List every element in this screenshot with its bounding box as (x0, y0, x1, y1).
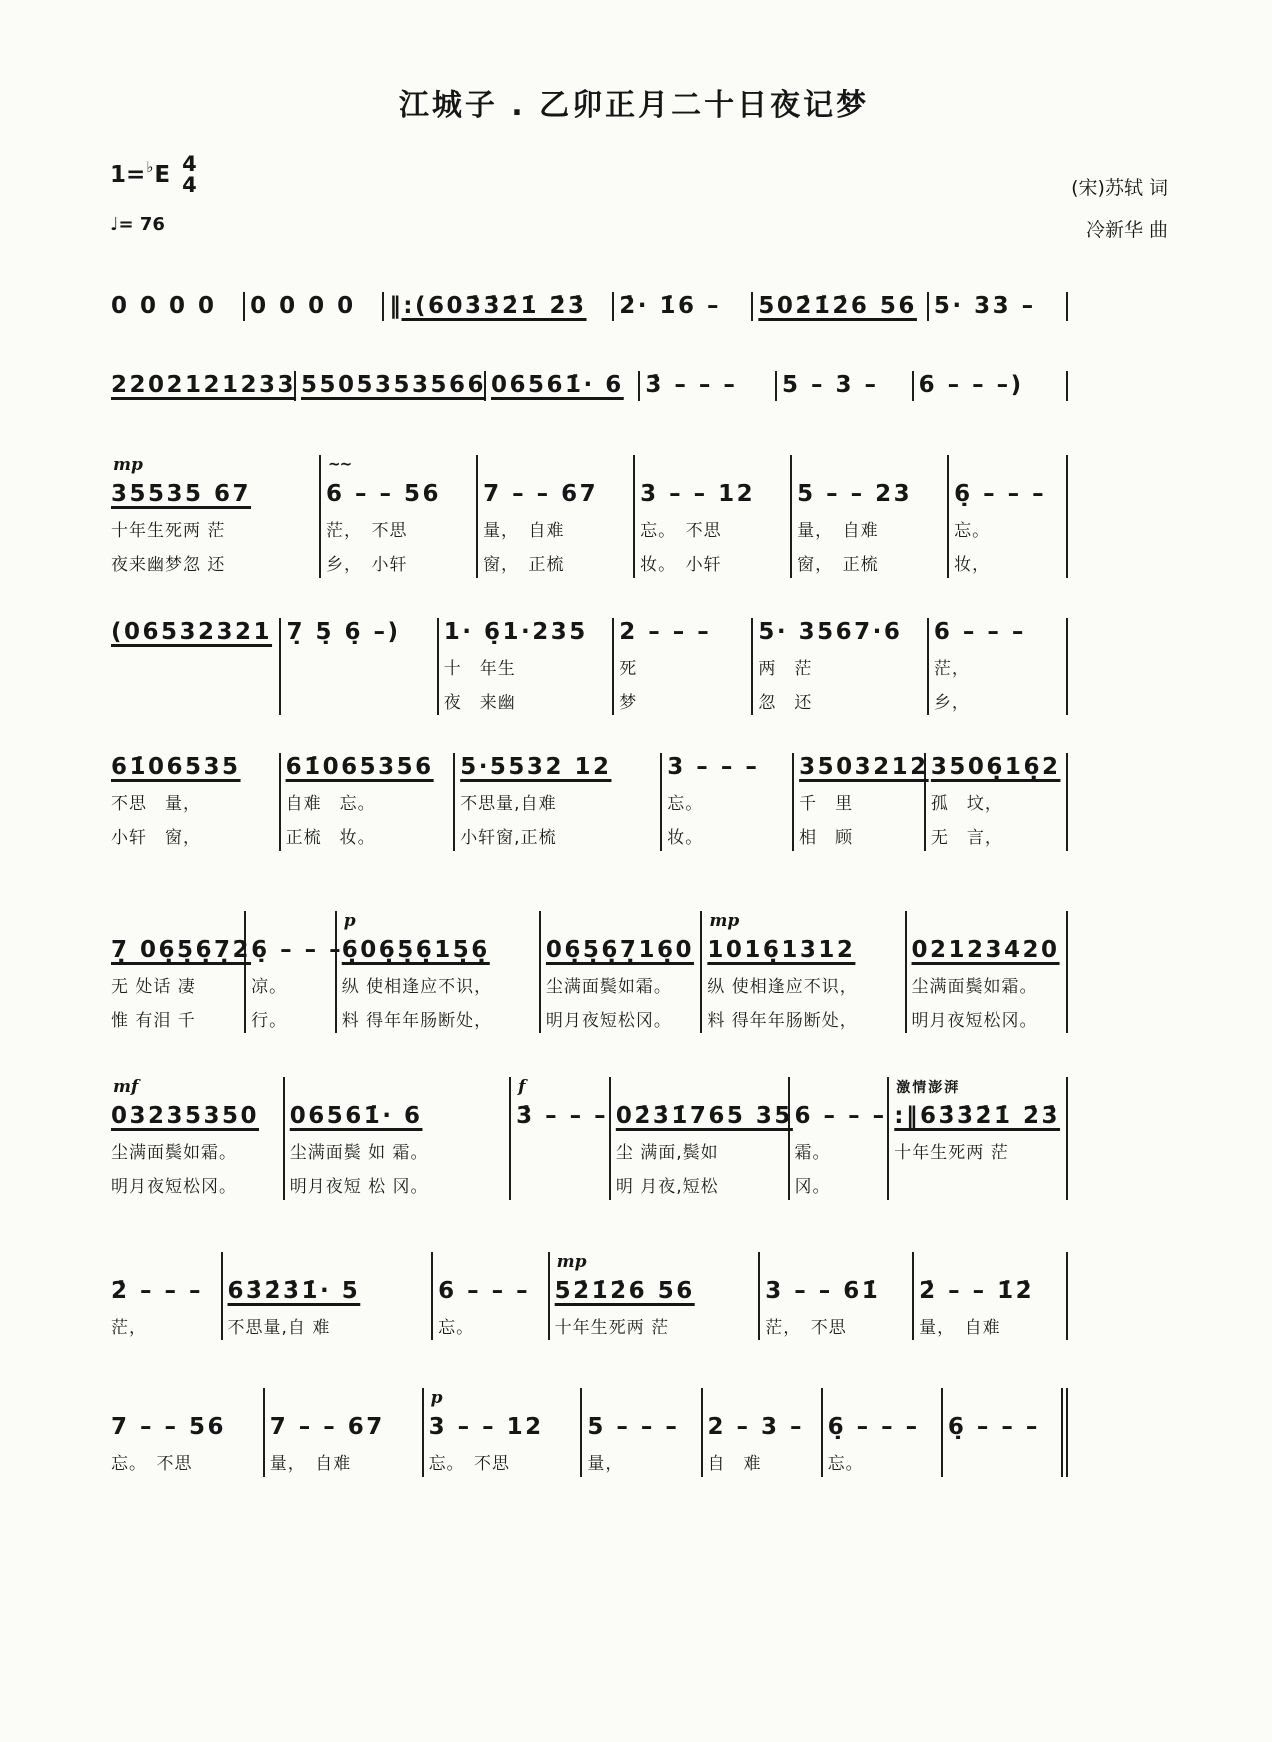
ornament-mordent-icon: ~~ (328, 455, 352, 474)
dynamic-spacer (111, 911, 239, 936)
lyric-line-1: 无 处话 凄 (111, 976, 196, 997)
score-system (106, 1077, 1068, 1199)
lyric-line-1: 茫， (933, 658, 970, 679)
measure (106, 371, 296, 401)
dynamic-spacer (708, 1388, 816, 1413)
lyric-line-2: 妆， (954, 555, 991, 576)
notation-line: 5 – 3 – (782, 372, 879, 399)
lyric-line-1: 孤 坟， (930, 794, 1003, 815)
measure (455, 753, 662, 850)
measure (106, 455, 321, 577)
tempo-marking: ♩= 76 (110, 214, 165, 235)
measure (929, 292, 1068, 322)
measure (760, 1252, 914, 1341)
lyric-line-1: 忘。 (954, 521, 991, 542)
notation-line: 61̇065356 (285, 754, 434, 781)
lyric-line-2: 窗， 正梳 (483, 555, 565, 576)
measure (753, 292, 928, 322)
measure (106, 753, 281, 850)
measure (794, 753, 929, 850)
dynamic-spacer (290, 1077, 504, 1102)
notation-line: 5· 3567·6 (758, 618, 903, 645)
lyric-line-2: 小轩窗,正梳 (460, 828, 557, 849)
notation-line: 5 – – 23 (797, 481, 913, 508)
lyric-line-1: 千 里 (799, 794, 854, 815)
notation-line: 6 – – – (438, 1277, 531, 1304)
score-system (106, 1252, 1068, 1341)
dynamic-spacer (828, 1388, 936, 1413)
notation-line: 5505353566 (301, 372, 487, 399)
notation-line: 1016̣1312 (707, 936, 856, 963)
dynamic-spacer (797, 455, 942, 480)
key-signature (110, 154, 197, 196)
measure (914, 371, 1068, 401)
lyric-line-2: 料 得年年肠断处， (341, 1010, 493, 1031)
measure (777, 371, 914, 401)
dynamic-spacer (546, 911, 695, 936)
lyric-line-2: 梦 (619, 692, 638, 713)
notation-line: 2202121233 (111, 372, 297, 399)
dynamic-spacer (948, 1388, 1056, 1413)
measure (296, 371, 486, 401)
dynamic-spacer (111, 1388, 258, 1413)
lyric-line-2: 相 顾 (799, 828, 854, 849)
notation-line: 6 – – –) (918, 372, 1024, 399)
notation-line: 2 – – – (619, 618, 712, 645)
time-signature-bottom: 4 (182, 173, 197, 197)
dynamic-spacer (912, 911, 1061, 936)
notation-line: 3503212 (799, 754, 929, 781)
lyric-line-1: 十年生死两 茫 (554, 1317, 670, 1338)
notation-line: 6̣ – – – (827, 1414, 920, 1441)
notation-line: 0 0 0 0 (111, 292, 217, 319)
notation-line: 2 – 3 – (707, 1414, 805, 1441)
notation-line: 3 – – 61̇ (765, 1277, 881, 1304)
credits-block (1071, 168, 1168, 252)
notation-line: 3̇ – – – (645, 372, 738, 399)
lyric-line-2: 冈。 (794, 1177, 831, 1197)
lyric-line-1: 量， 自难 (483, 521, 565, 542)
lyric-line-1: 纵 使相逢应不识， (341, 976, 493, 997)
notation-line: 5·5532 12 (460, 754, 612, 781)
lyric-line-1: 不思量,自 难 (227, 1317, 331, 1338)
measure (486, 371, 640, 401)
key-prefix: 1= (110, 162, 146, 188)
lyric-line-1: 茫， (111, 1317, 147, 1338)
measure (106, 618, 281, 715)
lyric-line-1: 忘。 (827, 1454, 864, 1475)
notation-line: 6̣ – – – (947, 1414, 1040, 1441)
measure (439, 618, 614, 715)
measure (106, 292, 245, 322)
measure (703, 1388, 823, 1477)
lyric-line-2: 明月夜短松冈。 (911, 1010, 1038, 1031)
lyric-line-1: 量， 自难 (919, 1317, 1001, 1338)
lyric-line-1: 量， 自难 (269, 1454, 352, 1475)
notation-line: 1· 6̣1·235 (443, 618, 588, 645)
notation-line: 7̣ 06̣5̣6̣7̣2 (111, 936, 252, 963)
dynamic-spacer (587, 1388, 695, 1413)
dynamic-marking: mp (113, 455, 143, 476)
lyric-line-2: 忽 还 (758, 692, 813, 713)
measure (611, 1077, 793, 1199)
measure (281, 753, 456, 850)
measure (106, 911, 252, 1033)
lyric-line-1: 量， 自难 (797, 521, 879, 542)
measure (285, 1077, 511, 1199)
lyric-line-1: 自难 忘。 (285, 794, 376, 815)
lyric-line-1: 茫， 不思 (326, 521, 408, 542)
measure (949, 455, 1068, 577)
dynamic-marking: p (343, 910, 356, 931)
notation-line: 61̇06535 (111, 754, 241, 781)
dynamic-spacer (640, 455, 785, 480)
dynamic-spacer (954, 455, 1061, 480)
lyric-line-1: 纵 使相逢应不识， (707, 976, 858, 997)
lyric-line-1: 十 年生 (443, 658, 516, 679)
measure (245, 292, 384, 322)
lyric-line-1: 十年生死两 茫 (111, 521, 226, 542)
lyric-line-2: 夜来幽梦忽 还 (111, 555, 226, 576)
score-system (106, 911, 1068, 1033)
measure (337, 911, 541, 1033)
notation-line: 7 – – 56 (111, 1414, 227, 1441)
notation-line: 502̇1̇2̇6 56 (758, 292, 917, 319)
lyric-line-1: 忘。 不思 (428, 1454, 511, 1475)
notation-line: 35535 67 (111, 481, 252, 508)
notation-line: 6 – – – (933, 618, 1026, 645)
notation-line: 6 – – – (794, 1103, 887, 1130)
score-system (106, 753, 1068, 850)
notation-line: 3̇ – – – (516, 1103, 609, 1130)
notation-line: 02123420 (911, 936, 1060, 963)
measure (550, 1252, 761, 1341)
lyric-line-1: 量， (587, 1454, 624, 1475)
notation-line: 3 – – 12 (428, 1414, 544, 1441)
notation-line: 02̇3̇1̇765 35 (615, 1103, 793, 1130)
key-tempo-block (110, 154, 197, 235)
lyric-line-1: 尘满面鬓如霜。 (911, 976, 1038, 997)
measure (511, 1077, 611, 1199)
measure (907, 911, 1068, 1033)
score-system (106, 1388, 1068, 1477)
notation-line: 7 – – 67 (269, 1414, 385, 1441)
lyric-line-1: 忘。 不思 (111, 1454, 193, 1475)
measure (614, 292, 753, 322)
lyric-line-2: 明月夜短松冈。 (111, 1177, 237, 1197)
notation-line: 3 – – 12 (640, 481, 756, 508)
measure (106, 1077, 285, 1199)
lyric-line-2: 行。 (251, 1010, 288, 1031)
lyric-line-1: 尘 满面,鬓如 (615, 1143, 719, 1164)
notation-line: 6̣06̣5̣6̣15̣6̣ (341, 936, 490, 963)
lyric-line-2: 惟 有泪 千 (111, 1010, 196, 1031)
time-signature-top: 4 (182, 152, 197, 176)
measure (321, 455, 478, 577)
expression-marking: 激情澎湃 (896, 1080, 961, 1097)
lyric-line-2: 乡， 小轩 (326, 555, 408, 576)
lyric-line-1: 十年生死两 茫 (894, 1143, 1009, 1164)
key-note: E (154, 162, 171, 188)
notation-line: :‖63̇3̇2̇1̇ 2̇3̇ (894, 1103, 1061, 1130)
composer-credit: 冷新华 曲 (1085, 218, 1168, 241)
measure (265, 1388, 424, 1477)
dynamic-marking: mf (113, 1077, 139, 1098)
dynamic-marking: f (518, 1077, 526, 1098)
measure (541, 911, 702, 1033)
dynamic-spacer (765, 1252, 907, 1277)
lyric-line-2: 正梳 妆。 (285, 828, 376, 849)
notation-line: 7 – – 67 (483, 481, 599, 508)
dynamic-spacer (228, 1252, 427, 1277)
lyric-line-1: 霜。 (794, 1143, 831, 1164)
lyric-line-2: 明月夜短 松 冈。 (289, 1177, 429, 1197)
measure (106, 1388, 265, 1477)
dynamic-spacer (438, 1252, 543, 1277)
lyric-line-2: 妆。 (667, 828, 704, 849)
lyric-line-2: 夜 来幽 (443, 692, 516, 713)
score-system (106, 455, 1068, 577)
notation-line: 52̇1̇2̇6 56 (554, 1277, 695, 1304)
lyricist-credit: (宋)苏轼 词 (1071, 177, 1168, 199)
lyric-line-2: 乡， (933, 692, 970, 713)
notation-line: 6̣ – – – (954, 481, 1047, 508)
notation-line: 5· 33 – (933, 292, 1036, 319)
lyric-line-2: 妆。 小轩 (640, 555, 722, 576)
lyric-line-1: 不思量,自难 (460, 794, 557, 815)
measure (582, 1388, 702, 1477)
measure (635, 455, 792, 577)
dynamic-spacer (795, 1077, 883, 1102)
lyric-line-2: 明月夜短松冈。 (545, 1010, 672, 1031)
measure (929, 618, 1068, 715)
lyric-line-1: 茫， 不思 (765, 1317, 847, 1338)
dynamic-spacer (251, 911, 330, 936)
lyric-line-1: 死 (619, 658, 638, 679)
lyric-line-2: 料 得年年肠断处， (707, 1010, 858, 1031)
notation-line: 6 – – 56 (326, 481, 442, 508)
dynamic-spacer (111, 1252, 216, 1277)
notation-line: 3506̣16̣2 (930, 754, 1061, 781)
notation-line: 63̇2̇3̇1̇· 5 (227, 1277, 361, 1304)
notation-line: 06561̇· 6 (491, 372, 624, 399)
lyric-line-2: 明 月夜,短松 (615, 1177, 719, 1197)
measure (702, 911, 906, 1033)
measure (246, 911, 344, 1033)
lyric-line-1: 凉。 (251, 976, 288, 997)
lyric-line-1: 不思 量， (111, 794, 201, 815)
measure (790, 1077, 890, 1199)
measure (106, 1252, 223, 1341)
lyric-line-2: 窗， 正梳 (797, 555, 879, 576)
measure (914, 1252, 1068, 1341)
measure (926, 753, 1068, 850)
dynamic-marking: mp (556, 1251, 587, 1272)
notation-line: 2̇ – – – (111, 1277, 204, 1304)
measure (662, 753, 794, 850)
dynamic-spacer (919, 1252, 1061, 1277)
measure (640, 371, 777, 401)
lyric-line-1: 尘满面鬓 如 霜。 (289, 1143, 429, 1164)
measure (478, 455, 635, 577)
score-system (106, 618, 1068, 715)
measure (281, 618, 438, 715)
score-system (106, 371, 1068, 401)
measure (424, 1388, 583, 1477)
notation-line: (06532321 (111, 618, 273, 645)
measure (384, 292, 614, 322)
lyric-line-1: 忘。 (667, 794, 704, 815)
time-signature (182, 154, 197, 196)
measure (889, 1077, 1068, 1199)
score (106, 292, 1068, 1478)
notation-line: 06561̇· 6 (289, 1103, 423, 1130)
notation-line: 6̣ – – – (251, 936, 344, 963)
notation-line: 2̇ – – 1̇2̇ (919, 1277, 1035, 1304)
measure (823, 1388, 943, 1477)
lyric-line-1: 尘满面鬓如霜。 (545, 976, 672, 997)
measure (792, 455, 949, 577)
score-system (106, 292, 1068, 322)
lyric-line-1: 忘。 (438, 1317, 475, 1338)
flat-icon: ♭ (146, 158, 154, 176)
measure (433, 1252, 550, 1341)
measure (614, 618, 753, 715)
lyric-line-2: 无 言， (930, 828, 1003, 849)
song-title: 江城子 . 乙卯正月二十日夜记梦 (398, 88, 870, 123)
notation-line: 06̣5̣6̣7̣16̣0 (545, 936, 694, 963)
measure (753, 618, 928, 715)
dynamic-spacer (483, 455, 628, 480)
dynamic-marking: p (430, 1388, 443, 1409)
measure (943, 1388, 1068, 1477)
lyric-line-1: 自 难 (707, 1454, 762, 1475)
notation-line: 5 – – – (587, 1414, 680, 1441)
dynamic-spacer (270, 1388, 417, 1413)
dynamic-spacer (616, 1077, 783, 1102)
lyric-line-1: 尘满面鬓如霜。 (111, 1143, 237, 1164)
measure (223, 1252, 434, 1341)
notation-line: 0 0 0 0 (250, 292, 356, 319)
lyric-line-1: 忘。 不思 (640, 521, 722, 542)
notation-line: 3 – – – (667, 754, 760, 781)
lyric-line-2: 小轩 窗， (111, 828, 201, 849)
meta-row (100, 154, 1168, 252)
lyric-line-1: 两 茫 (758, 658, 813, 679)
notation-line: 7̣ 5̣ 6̣ –) (286, 618, 401, 645)
dynamic-marking: mp (709, 910, 740, 931)
notation-line: ‖:(603̇3̇2̇1̇ 2̇3̇ (389, 292, 587, 319)
notation-line: 2̇· 1̇6 – (619, 292, 721, 319)
notation-line: 03235350 (111, 1103, 260, 1130)
